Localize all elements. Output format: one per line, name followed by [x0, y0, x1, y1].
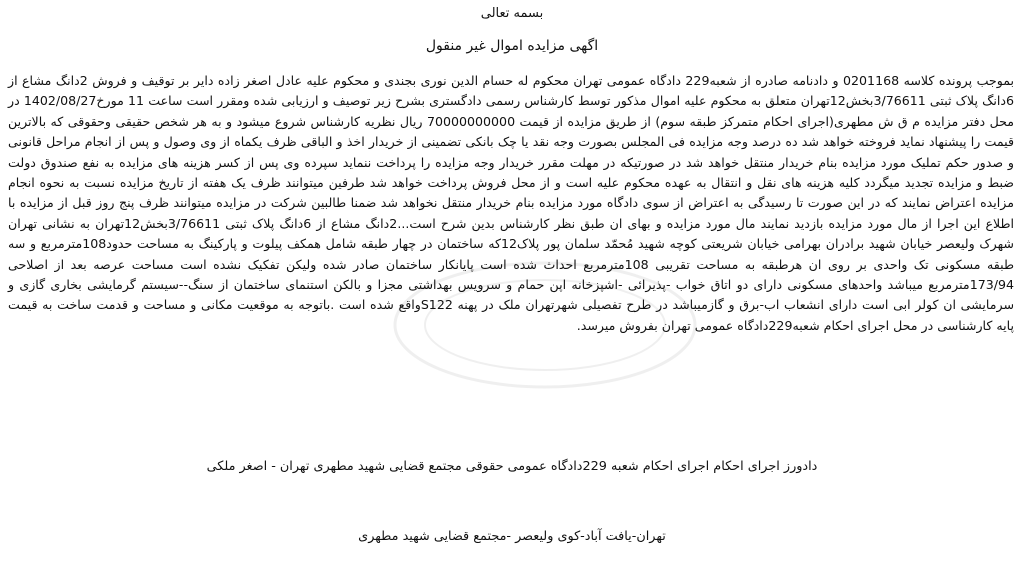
document-heading: بسمه تعالی [480, 6, 544, 21]
signature-line: دادورز اجرای احکام اجرای احکام شعبه 229دادگاه عمومی حقوقی مجتمع قضایی شهید مطهری تهران - اصغر ملکی [206, 459, 818, 474]
document-title: اگهی مزایده اموال غیر منقول [425, 38, 599, 54]
notice-body: بموجب پرونده کلاسه 0201168 و دادنامه صادره از شعبه229 دادگاه عمومی تهران محکوم له حسام الدین نوری بجندی و محکوم علیه عادل اصغر زاده دایر بر توقیف و فروش 2دانگ مشاع از 6دانگ پلاک ثبتی 3/76611بخش12تهران متعلق به محکوم علیه اموال مذکور توسط کارشناس رسمی دادگستری بشرح زیر توصیف و ارزیابی شده ومقرر است ساعت 11 مورخ1402/08/27 در محل دفتر مزایده م ق ش مطهری(اجرای احکام متمرکز طبقه سوم) از طریق مزایده از قیمت 70000000000 ریال نظریه کارشناس شروع میشود و به هر شخص حقیقی وحقوقی که بالاترین قیمت را پیشنهاد نماید فروخته خواهد شد ده درصد وجه مزایده فی المجلس بصورت وجه نقد یا چک بانکی تضمینی از خریدار اخذ و الباقی ظرف یکماه از وی وصول و پس از انجام مراحل قانونی و صدور حکم تملیک مورد مزایده بنام خریدار منتقل خواهد شد در صورتیکه در مهلت مقرر خریدار وجه مزایده را پرداخت ننماید سپرده وی پس از کسر هزینه های مزایده به نفع صندوق دولت ضبط و مزایده تجدید میگردد کلیه هزینه های نقل و انتقال به عهده محکوم علیه است و از محل فروش پرداخت خواهد شد طرفین میتوانند ظرف یک هفته از تاریخ مزایده نسبت به نحوه انجام مزایده اعتراض نمایند که در این صورت تا رسیدگی به اعتراض از سوی دادگاه مورد مزایده بنام خریدار منتقل نخواهد شد ضمنا طالبین شرکت در مزایده میتوانند ظرف پنج روز قبل از مزایده با اطلاع این اجرا از مال مورد مزایده بازدید نمایند مال مورد مزایده و بهای ان طبق نظر کارشناس بدین شرح است...2دانگ مشاع از 6دانگ پلاک ثبتی 3/76611بخش12تهران به نشانی تهران شهرک ولیعصر خیابان شهید برادران بهرامی خیابان شریعتی کوچه شهید مُحمّد سلمان پور پلاک12که ساختمان در چهار طبقه شامل همکف پیلوت و پارکینگ به مساحت حدود108مترمربع و سه طبقه مسکونی تک واحدی بر روی ان هرطبقه به مساحت تقریبی 108مترمربع احداث شده است پایانکار ساختمان صادر شده ولیکن تفکیک نشده است مساحت عرصه بعد از اصلاحی 173/94مترمربع میباشد واحدهای مسکونی دارای دو اتاق خواب -پذیرائی -اشپزخانه اپن حمام و سرویس بهداشتی مجزا و بالکن استنمای ساختمان از سنگ--سیستم گرمایشی بخاری گازی و سرمایشی ان کولر ابی است دارای انشعاب اب-برق و گازمیباشد در طرح تفصیلی شهرتهران ملک در پهنه S122واقع شده است .باتوجه به موقعیت مکانی و مساحت و قدمت ساخت به قیمت پایه کارشناسی در محل اجرای احکام شعبه229دادگاه عمومی تهران بفروش میرسد. [8, 73, 1015, 333]
address-line: تهران-یافت آباد-کوی ولیعصر -مجتمع قضایی شهید مطهری [358, 529, 666, 544]
